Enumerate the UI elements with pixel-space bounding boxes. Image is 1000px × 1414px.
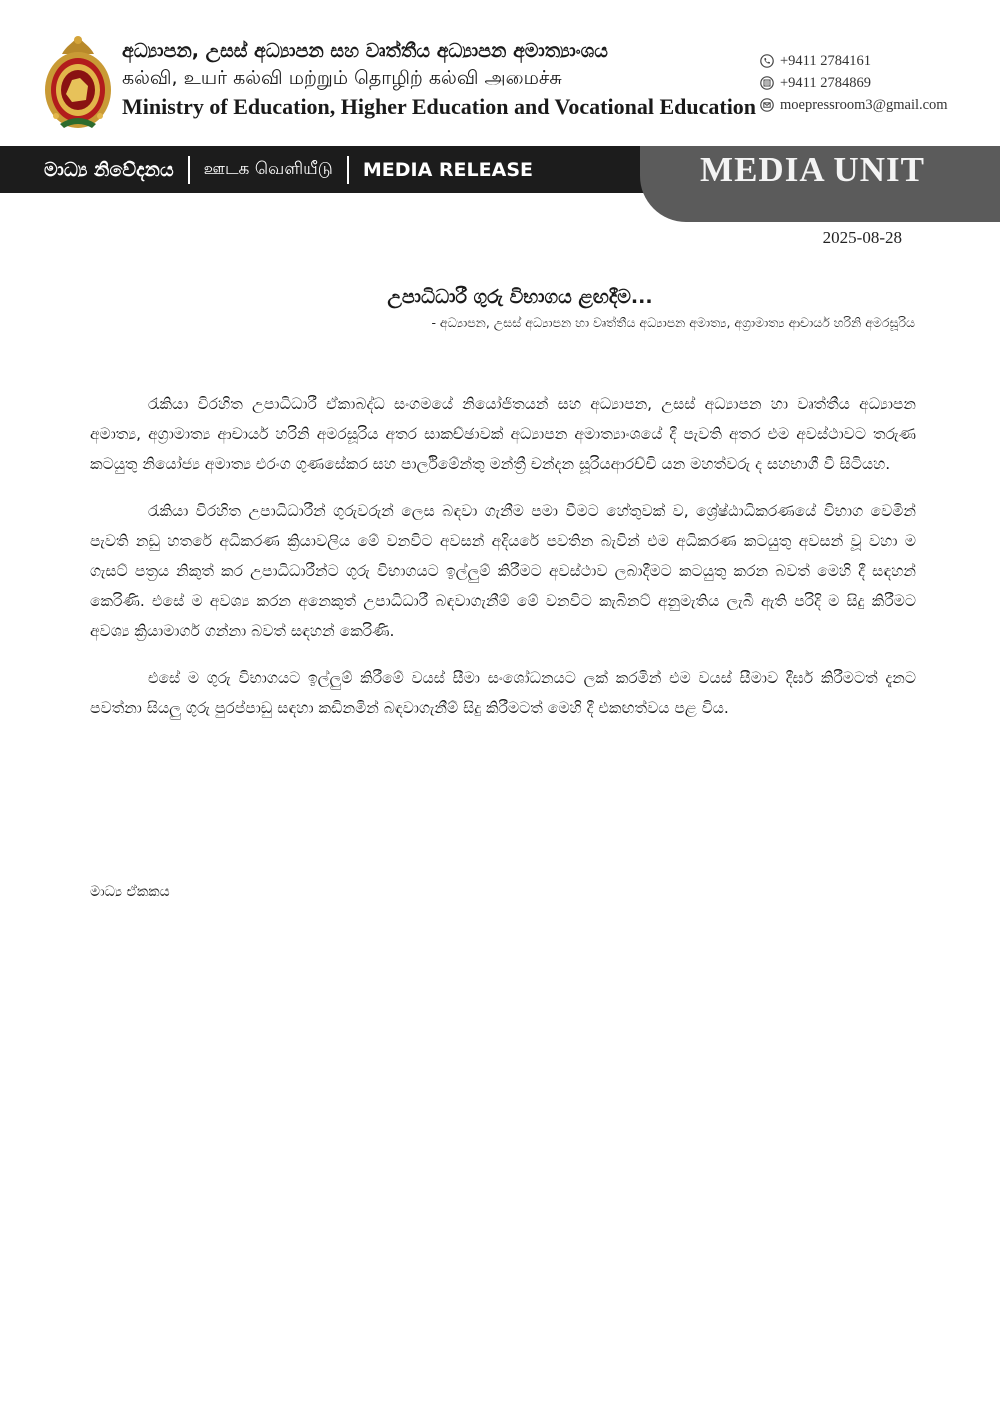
fax-icon (760, 76, 774, 90)
ministry-name-english: Ministry of Education, Higher Education and Vocational Education (122, 94, 757, 119)
body-paragraph: රැකියා විරහිත උපාධිධාරී ඒකාබද්ධ සංගමයේ නියෝජිතයන් සහ අධ්‍යාපන, උසස් අධ්‍යාපන හා වෘත්තීය අධ්‍යාපන අමාත්‍ය, අග්‍රාමාත්‍ය ආචාර්ය හරිනි අමරසූරිය අතර සාකච්ඡාවක් අධ්‍යාපන අමාත්‍යාංශයේ දී පැවති අතර එම අවස්ථාවට තරුණ කටයුතු නියෝජ්‍ය අමාත්‍ය එරංග ගුණසේකර සහ පාර්ලිමේන්තු මන්ත්‍රී චන්දන සූරියආරච්චි යන මහත්වරු ද සහභාගී වී සිටියහ. (90, 395, 916, 473)
media-unit-label: MEDIA UNIT (700, 150, 925, 189)
phone-number: +9411 2784161 (780, 52, 872, 69)
sri-lanka-emblem-logo (42, 34, 114, 130)
ministry-name-sinhala: අධ්‍යාපන, උසස් අධ්‍යාපන සහ වෘත්තීය අධ්‍යාපන අමාත්‍යාංශය (122, 40, 608, 62)
phone-icon (760, 54, 774, 68)
document-title: උපාධිධාරී ගුරු විභාගය ළඟදීම... (387, 286, 653, 308)
banner-divider (347, 156, 349, 184)
banner-label-sinhala: මාධ්‍ය නිවේදනය (44, 158, 174, 181)
body-paragraph: රැකියා විරහිත උපාධිධාරීන් ගුරුවරුන් ලෙස බඳවා ගැනීම පමා වීමට හේතුවක් ව, ශ්‍රේෂ්ඨාධිකරණයේ විභාග වෙමින් පැවති නඩු හතරේ අධිකරණ ක්‍රියාවලිය මේ වනවිට අවසන් අදියරේ පවතින බැවින් එම අධිකරණ කටයුතු අවසන් වූ වහා ම ගැසට් පත්‍රය නිකුත් කර උපාධිධාරීන්ට ගුරු විභාගයට ඉල්ලුම් කිරීමට අවස්ථාව ලබාදීමට කටයුතු කරන බවත් මෙහි දී සඳහන් කෙරිණි. එසේ ම අවශ්‍ය කරන අනෙකුත් උපාධිධාරී බඳවාගැනීම් මේ වනවිට කැබිනට් අනුමැතිය ලැබී ඇති පරිදි ම සිදු කිරීමට අවශ්‍ය ක්‍රියාමාර්ග ගන්නා බවත් සඳහන් කෙරිණි. (90, 502, 916, 640)
email-address: moepressroom3@gmail.com (780, 96, 948, 113)
ministry-name-tamil: கல்வி, உயர் கல்வி மற்றும் தொழிற் கல்வி அமைச்சு (122, 67, 562, 89)
fax-row (760, 72, 995, 94)
body-paragraph: එසේ ම ගුරු විභාගයට ඉල්ලුම් කිරීමේ වයස් සීමා සංශෝධනයට ලක් කරමින් එම වයස් සීමාව දීර්ඝ කිරීමටත් දැනට පවත්නා සියලු ගුරු පුරප්පාඩු සඳහා කඩිනමින් බඳවාගැනීම් සිදු කිරීමටත් මෙහි දී එකඟත්වය පළ විය. (90, 669, 916, 717)
email-icon (760, 98, 774, 112)
fax-number: +9411 2784869 (780, 74, 872, 91)
release-date: 2025-08-28 (822, 228, 902, 247)
banner-labels (44, 146, 533, 193)
contact-block (760, 50, 995, 116)
document-body (90, 389, 916, 740)
email-row (760, 94, 995, 116)
ministry-name-block (122, 38, 757, 122)
phone-row (760, 50, 995, 72)
banner-divider (188, 156, 190, 184)
banner-label-english: MEDIA RELEASE (362, 158, 533, 181)
banner-label-tamil: ஊடக வெளியீடு (203, 158, 333, 179)
signature-media-unit: මාධ්‍ය ඒකකය (90, 884, 170, 900)
document-attribution: - අධ්‍යාපන, උසස් අධ්‍යාපන හා වෘත්තීය අධ්‍යාපන අමාත්‍ය, අග්‍රාමාත්‍ය ආචාර්ය හරිනි අමරසූරිය (431, 315, 915, 330)
